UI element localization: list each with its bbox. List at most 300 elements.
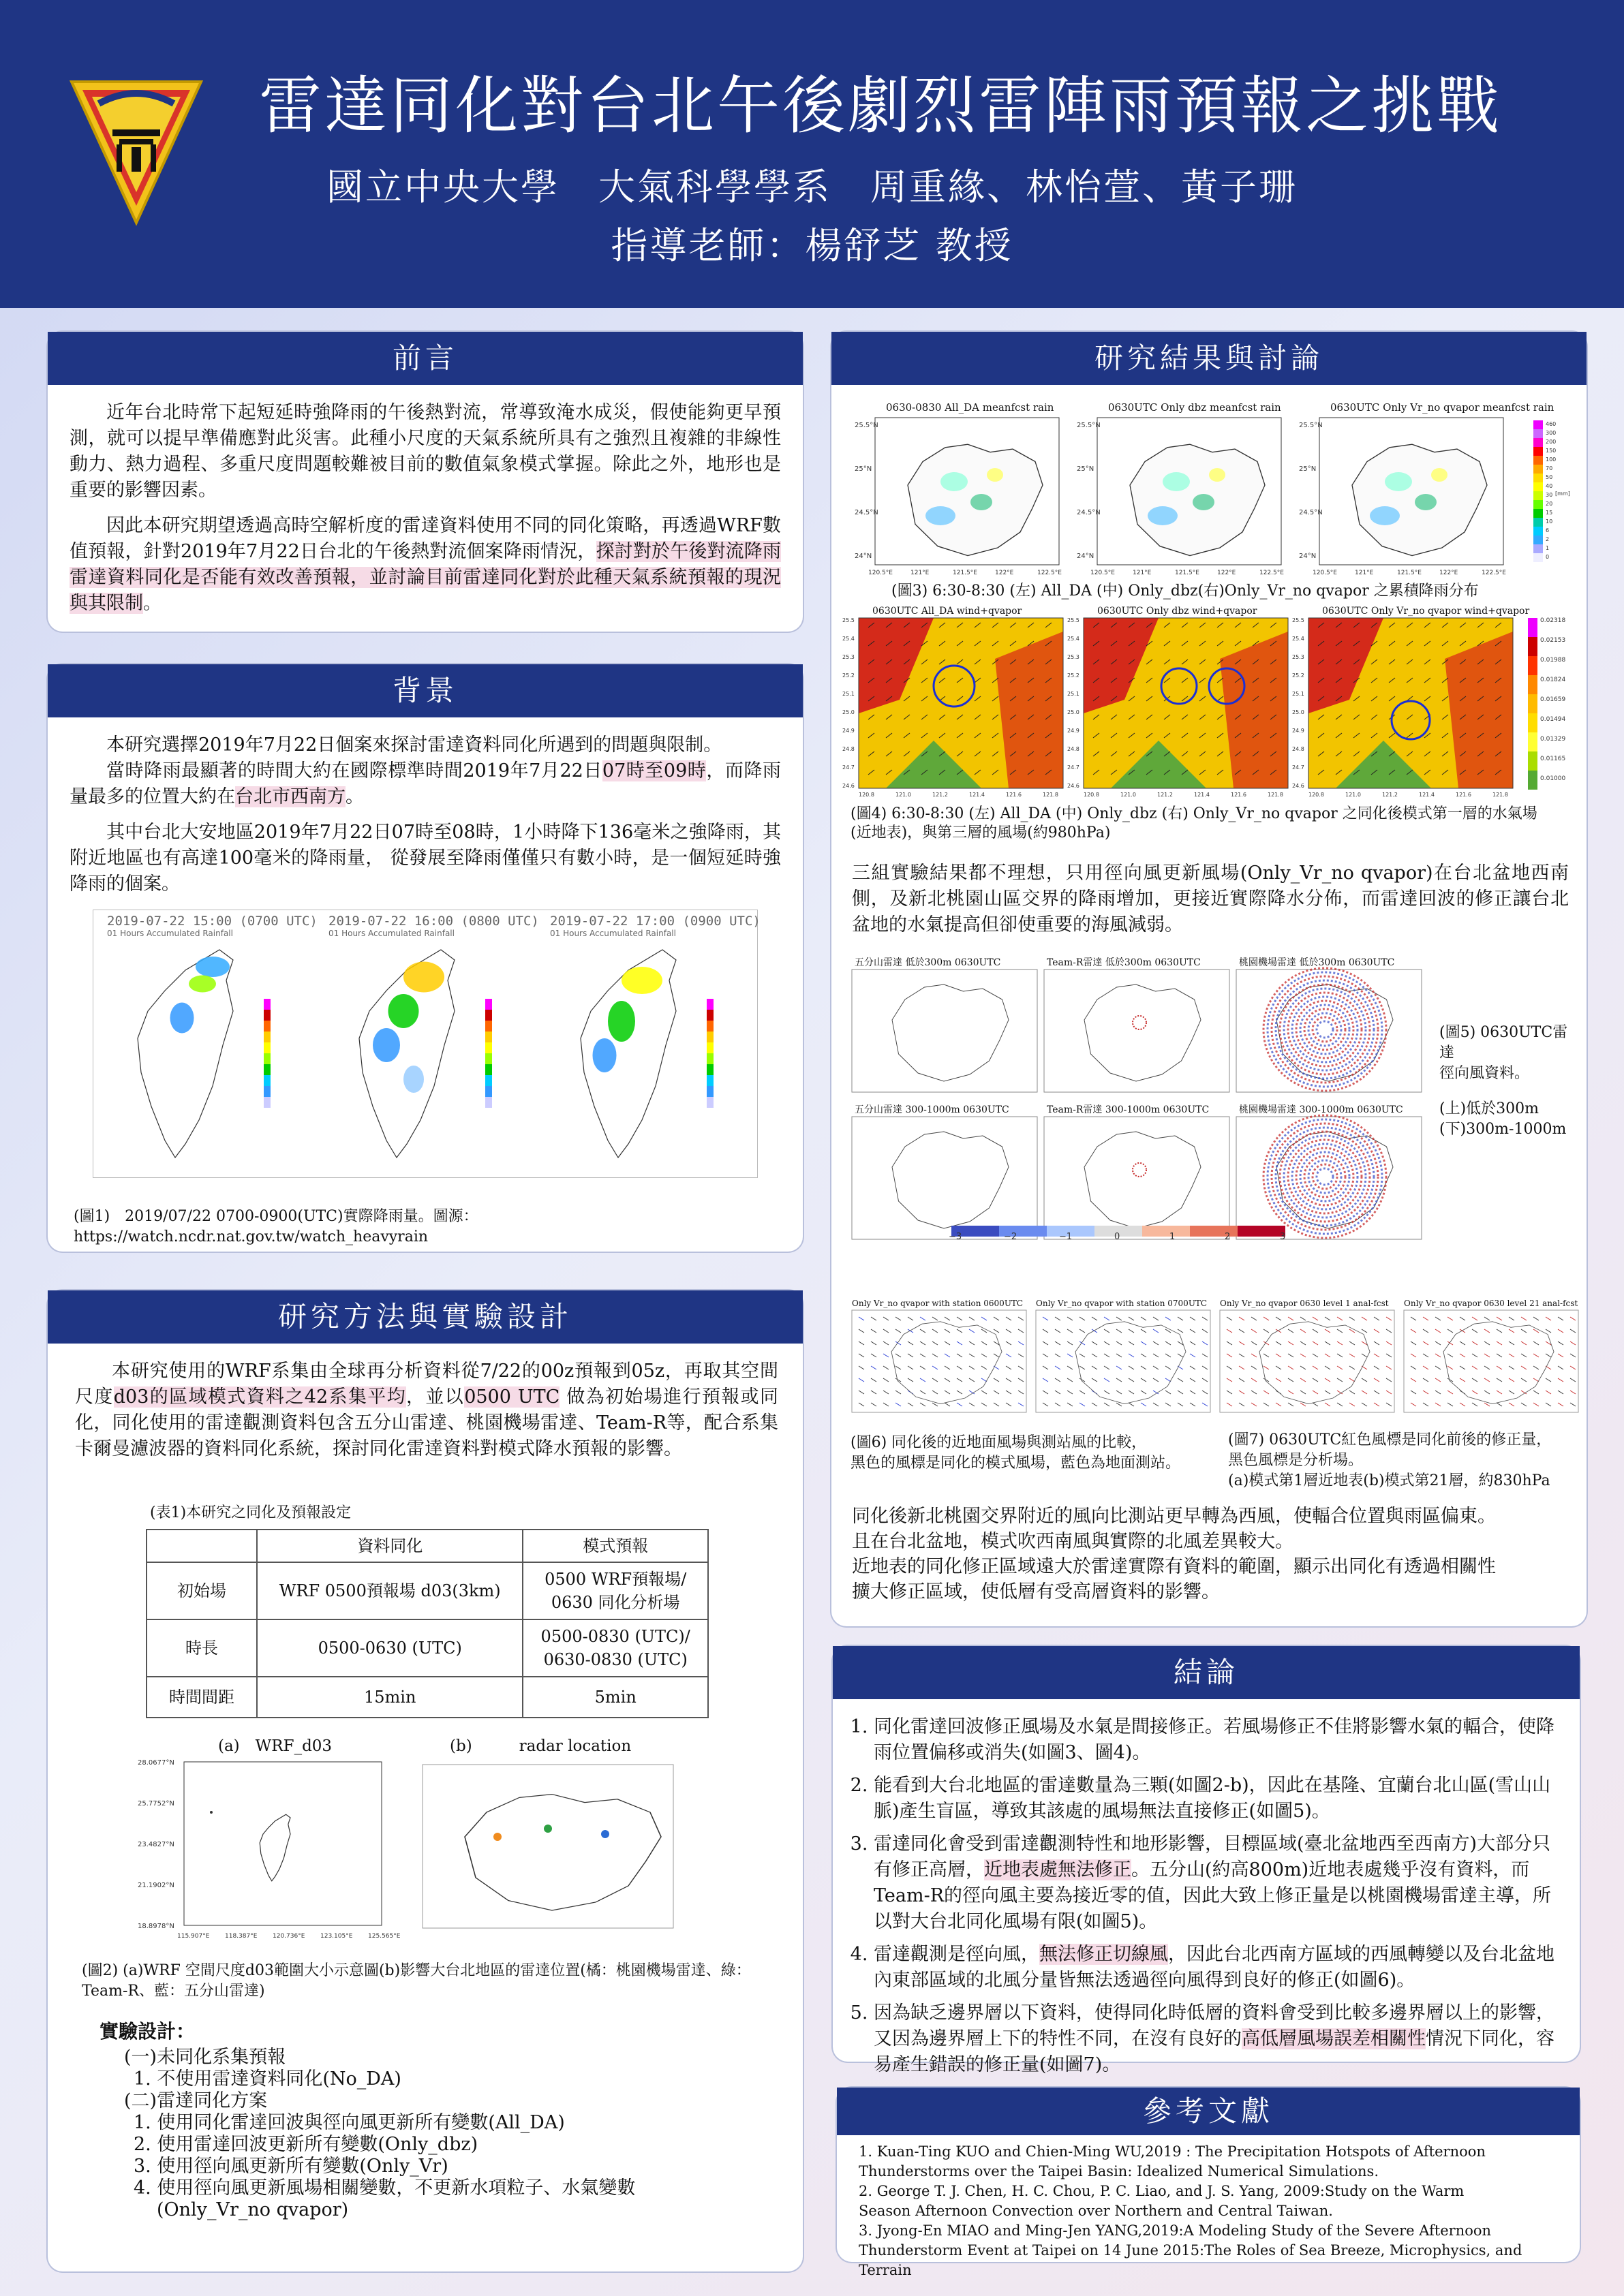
lon-tick: 122.5°E xyxy=(1482,570,1506,576)
lon-tick: 120.8 xyxy=(1308,792,1324,798)
taiwan-map xyxy=(138,950,233,1158)
background-paragraph-1: 本研究選擇2019年7月22日個案來探討雷達資料同化所遇到的問題與限制。 xyxy=(106,734,722,756)
colorbar-tick: 0.02318 xyxy=(1540,617,1566,624)
design-line: (一)未同化系集預報 xyxy=(124,2047,286,2068)
colorbar-tick: 50 xyxy=(1546,474,1553,480)
table-row xyxy=(147,1562,708,1619)
design-line: (Only_Vr_no qvapor) xyxy=(157,2199,349,2220)
design-list xyxy=(124,2047,636,2221)
background-body xyxy=(70,732,781,897)
poster-header xyxy=(0,0,1624,308)
lon-tick: 121.0 xyxy=(1120,792,1136,798)
map-frame xyxy=(1404,1310,1578,1412)
lat-tick: 25.5°N xyxy=(855,422,878,429)
lat-tick: 25.0 xyxy=(842,709,855,715)
colorbar-cell xyxy=(264,1086,271,1097)
colorbar-cell xyxy=(707,1010,714,1021)
colorbar-cell xyxy=(264,1053,271,1064)
colorbar-cell xyxy=(485,1010,492,1021)
intro-paragraph-1: 近年台北時常下起短延時強降雨的午後熱對流，常導致淹水成災，假使能夠更早預測，就可以提早準備應對此災害。此種小尺度的天氣系統所具有之強烈且複雜的非線性動力、熱力過程、多重尺度問題較難被目前的數值氣象模式掌握。除此之外，地形也是重要的影響因素。 xyxy=(70,402,781,501)
colorbar-cell xyxy=(707,1086,714,1097)
conclusion-panel xyxy=(833,1646,1580,2075)
colorbar-tick: 3 xyxy=(1280,1232,1286,1242)
colorbar-cell xyxy=(1533,491,1543,500)
lat-tick: 25.2 xyxy=(842,672,855,679)
lat-tick: 24.7 xyxy=(1067,764,1079,771)
lon-tick: 121.4 xyxy=(969,792,985,798)
colorbar-tick: 0.01329 xyxy=(1540,736,1566,743)
methods-heading: 研究方法與實驗設計 xyxy=(48,1290,803,1344)
colorbar-tick: 0.01988 xyxy=(1540,657,1566,664)
background-paragraph-2: 當時降雨最顯著的時間大約在國際標準時間2019年7月22日07時至09時，而降雨量最多的位置大約在台北市西南方。 xyxy=(70,760,781,807)
colorbar-tick: 0.01165 xyxy=(1540,756,1566,762)
colorbar-cell xyxy=(1142,1226,1190,1237)
lat-tick: 24.7 xyxy=(842,764,855,771)
rain-blob xyxy=(1415,494,1437,510)
conclusion-heading: 結論 xyxy=(833,1646,1580,1699)
lon-tick: 121.8 xyxy=(1268,792,1283,798)
results-paragraph-2: 同化後新北桃園交界附近的風向比測站更早轉為西風，使輻合位置與雨區偏東。 且在台北盆地，模式吹西南風與實際的北風差異較大。 近地表的同化修正區域遠大於雷達實際有資料的範圍，顯示出同化有透過相關性 擴大修正區域，使低層有受高層資料的影響。 xyxy=(852,1506,1496,1602)
intro-paragraph-2: 因此本研究期望透過高時空解析度的雷達資料使用不同的同化策略，再透過WRF數值預報，針對2019年7月22日台北的午後熱對流個案降雨情況，探討對於午後對流降雨雷達資料同化是否能有效改善預報，並討論目前雷達同化對於此種天氣系統預報的現況與其限制。 xyxy=(70,515,781,614)
panel-title: Only Vr_no qvapor 0630 level 21 anal-fcst xyxy=(1404,1299,1578,1308)
lon-tick: 125.565°E xyxy=(368,1933,401,1940)
lon-tick: 115.907°E xyxy=(177,1933,210,1940)
figure-3-rain-maps xyxy=(838,400,1581,576)
intro-highlight: 探討對於午後對流降雨雷達資料同化是否能有效改善預報，並討論目前雷達同化對於此種天氣系統預報的現況與其限制 xyxy=(70,541,781,614)
lon-tick: 121.2 xyxy=(1157,792,1173,798)
lat-tick: 25.0 xyxy=(1067,709,1079,715)
colorbar-cell xyxy=(1533,420,1543,429)
lat-tick: 23.4827°N xyxy=(138,1841,174,1848)
rainfall-panel xyxy=(550,914,761,938)
colorbar-cell xyxy=(264,999,271,1010)
colorbar-tick: 0.01494 xyxy=(1540,716,1566,723)
colorbar-cell xyxy=(1533,536,1543,544)
reference-line: 2. George T. J. Chen, H. C. Chou, P. C. Liao, and J. S. Yang, 2009:Study on the Warm xyxy=(859,2183,1465,2199)
table-header-cell xyxy=(147,1530,257,1562)
lat-tick: 28.0677°N xyxy=(138,1759,174,1767)
lon-tick: 120.5°E xyxy=(868,570,893,576)
lon-tick: 120.8 xyxy=(1084,792,1099,798)
lat-tick: 25.1 xyxy=(1292,691,1304,697)
colorbar-cell xyxy=(264,1021,271,1031)
table-cell: 初始場 xyxy=(147,1562,257,1619)
colorbar-cell xyxy=(485,1075,492,1086)
design-line: 3. 使用徑向風更新所有變數(Only_Vr) xyxy=(134,2156,448,2177)
lon-tick: 120.8 xyxy=(859,792,874,798)
design-line: 1. 使用同化雷達回波與徑向風更新所有變數(All_DA) xyxy=(134,2112,565,2133)
colorbar-tick: 20 xyxy=(1546,501,1553,507)
conclusion-item: 3. 雷達同化會受到雷達觀測特性和地形影響，目標區域(臺北盆地西至西南方)大部分只有修正高層，近地表處無法修正。五分山(約高800m)近地表處幾乎沒有資料，而Team-R的徑向風主要為接近零的值，因此大致上修正量是以桃園機場雷達主導，所以對大台北同化風場有限(如圖5)。 xyxy=(874,1831,1562,1935)
lat-tick: 21.1902°N xyxy=(138,1882,174,1889)
colorbar-tick: 0 xyxy=(1546,554,1550,560)
colorbar-cell xyxy=(1533,456,1543,465)
rain-blob xyxy=(1385,472,1412,491)
colorbar-cell xyxy=(707,1075,714,1086)
conclusion-item: 2. 能看到大台北地區的雷達數量為三顆(如圖2-b)，因此在基隆、宜蘭台北山區(雪山山脈)產生盲區，導致其該處的風場無法直接修正(如圖5)。 xyxy=(874,1773,1562,1825)
lat-tick: 24.5°N xyxy=(855,509,878,516)
references-heading: 參考文獻 xyxy=(837,2088,1580,2135)
rain-blob xyxy=(940,472,968,491)
reference-line: 1. Kuan-Ting KUO and Chien-Ming WU,2019 : The Precipitation Hotspots of Afternoon xyxy=(859,2143,1486,2160)
figure-6-7-wind-barbs xyxy=(838,1297,1581,1419)
background-heading: 背景 xyxy=(48,664,803,717)
rain-blob xyxy=(1193,494,1214,510)
colorbar-cell xyxy=(707,1064,714,1075)
setup-table xyxy=(146,1529,709,1718)
lon-tick: 123.105°E xyxy=(320,1933,353,1940)
colorbar-cell xyxy=(1533,544,1543,553)
colorbar-cell xyxy=(1533,482,1543,491)
rainfall-panel xyxy=(328,914,539,938)
figure-5-radial-wind xyxy=(838,955,1581,1241)
colorbar-tick: 30 xyxy=(1546,492,1553,498)
colorbar-cell xyxy=(485,1097,492,1108)
colorbar-cell xyxy=(707,1097,714,1108)
colorbar-tick: 0.02153 xyxy=(1540,637,1566,644)
figure-2a-label: (a) WRF_d03 xyxy=(218,1737,333,1755)
colorbar-tick: 1 xyxy=(1546,545,1550,551)
lat-tick: 18.8978°N xyxy=(138,1923,174,1930)
colorbar-tick: 460 xyxy=(1546,421,1557,427)
lat-tick: 24.8 xyxy=(1067,746,1079,752)
panel-date: 2019-07-22 16:00 (0800 UTC) xyxy=(328,914,539,929)
colorbar-cell xyxy=(264,1010,271,1021)
colorbar-tick: −3 xyxy=(949,1232,962,1242)
lon-tick: 121.8 xyxy=(1492,792,1508,798)
table-row xyxy=(147,1619,708,1677)
lat-tick: 24.8 xyxy=(1292,746,1304,752)
figure-5-side-caption: (圖5) 0630UTC雷達 徑向風資料。 (上)低於300m (下)300m-1000m xyxy=(1439,1024,1568,1138)
intro-body xyxy=(70,400,781,617)
colorbar-cell xyxy=(485,1021,492,1031)
panel-title: Team-R雷達 300-1000m 0630UTC xyxy=(1047,1104,1210,1115)
rain-blob xyxy=(925,506,955,525)
lat-tick: 24.9 xyxy=(1067,728,1079,734)
conclusion-body xyxy=(846,1714,1562,2085)
colorbar-cell xyxy=(1528,637,1537,656)
methods-panel xyxy=(48,1290,803,2271)
panel-title: Only Vr_no qvapor with station 0700UTC xyxy=(1036,1299,1208,1308)
figure-7-caption: (圖7) 0630UTC紅色風標是同化前後的修正量， 黑色風標是分析場。 (a)模式第1層近地表(b)模式第21層，約830hPa xyxy=(1228,1431,1552,1489)
lon-tick: 122°E xyxy=(995,570,1014,576)
lat-tick: 24.6 xyxy=(1067,783,1079,789)
lon-tick: 121.4 xyxy=(1194,792,1210,798)
colorbar-cell xyxy=(1528,656,1537,675)
colorbar-cell xyxy=(485,1064,492,1075)
table-cell: WRF 0500預報場 d03(3km) xyxy=(257,1562,523,1619)
lon-tick: 121°E xyxy=(910,570,930,576)
lon-tick: 121.6 xyxy=(1006,792,1022,798)
panel-date: 2019-07-22 15:00 (0700 UTC) xyxy=(107,914,318,929)
lon-tick: 121.5°E xyxy=(1397,570,1422,576)
lat-tick: 24.5°N xyxy=(1299,509,1323,516)
reference-line: Thunderstorm Event at Taipei on 14 June 2015:The Roles of Sea Breeze, Microphysics, and Terrain xyxy=(859,2242,1522,2278)
colorbar-tick: 300 xyxy=(1546,430,1557,436)
panel-title: 五分山雷達 低於300m 0630UTC xyxy=(855,957,1001,968)
colorbar-cell xyxy=(1528,732,1537,751)
lat-tick: 24.9 xyxy=(1292,728,1304,734)
lat-tick: 25.4 xyxy=(1292,636,1304,642)
table-cell: 5min xyxy=(523,1677,708,1718)
lat-tick: 24.6 xyxy=(1292,783,1304,789)
lon-tick: 121.6 xyxy=(1456,792,1471,798)
panel-title: 0630UTC Only Vr_no qvapor meanfcst rain xyxy=(1330,401,1554,414)
panel-title: 0630UTC Only Vr_no qvapor wind+qvapor xyxy=(1322,606,1530,617)
references-list xyxy=(859,2142,1567,2280)
lon-tick: 121.6 xyxy=(1231,792,1246,798)
lat-tick: 25.2 xyxy=(1067,672,1079,679)
table-cell: 時間間距 xyxy=(147,1677,257,1718)
lon-tick: 120.5°E xyxy=(1090,570,1115,576)
lat-tick: 24°N xyxy=(855,553,872,560)
table-header-cell: 模式預報 xyxy=(523,1530,708,1562)
lon-tick: 121°E xyxy=(1133,570,1152,576)
reference-line: Thunderstorms over the Taipei Basin: Idealized Numerical Simulations. xyxy=(859,2163,1379,2179)
wufenshan-radar-marker xyxy=(601,1830,609,1838)
colorbar-cell xyxy=(707,1031,714,1042)
colorbar-cell xyxy=(1528,618,1537,637)
lat-tick: 25.5°N xyxy=(1077,422,1101,429)
lon-tick: 120.736°E xyxy=(273,1933,305,1940)
colorbar-unit: [mm] xyxy=(1555,491,1570,497)
results-heading: 研究結果與討論 xyxy=(831,332,1587,385)
table-cell: 0500 WRF預報場/ 0630 同化分析場 xyxy=(523,1562,708,1619)
colorbar-cell xyxy=(707,1021,714,1031)
panel-date: 2019-07-22 17:00 (0900 UTC) xyxy=(550,914,761,929)
lat-tick: 25°N xyxy=(1077,465,1094,473)
table-header-cell: 資料同化 xyxy=(257,1530,523,1562)
colorbar-tick: 2 xyxy=(1546,536,1550,542)
rain-blob xyxy=(970,494,992,510)
poster-authors: 國立中央大學 大氣科學學系 周重緣、林怡萱、黃子珊 xyxy=(326,166,1298,208)
lon-tick: 121.5°E xyxy=(1175,570,1199,576)
lon-tick: 121.2 xyxy=(1382,792,1398,798)
lon-tick: 122.5°E xyxy=(1037,570,1062,576)
rain-blob xyxy=(1370,506,1400,525)
colorbar-cell xyxy=(1238,1226,1285,1237)
lat-tick: 25.5 xyxy=(1067,617,1079,623)
colorbar-cell xyxy=(707,1042,714,1053)
figure-3-caption: (圖3) 6:30-8:30 (左) All_DA (中) Only_dbz(右)Only_Vr_no qvapor 之累積降雨分布 xyxy=(891,583,1479,600)
table-cell: 0500-0630 (UTC) xyxy=(257,1619,523,1677)
reference-line: 3. Jyong-En MIAO and Ming-Jen YANG,2019:A Modeling Study of the Severe Afternoon xyxy=(859,2222,1492,2239)
table-cell: 時長 xyxy=(147,1619,257,1677)
rain-blob xyxy=(987,468,1003,482)
colorbar-tick: 0.01824 xyxy=(1540,677,1566,683)
background-paragraph-3: 其中台北大安地區2019年7月22日07時至08時，1小時降下136毫米之強降雨，其附近地區也有高達100毫米的降雨量， 從發展至降雨僅僅只有數小時，是一個短延時強降雨的個案。 xyxy=(70,822,781,895)
colorbar-cell xyxy=(1533,509,1543,518)
design-line: 4. 使用徑向風更新風場相關變數，不更新水項粒子、水氣變數 xyxy=(134,2177,636,2199)
methods-body xyxy=(75,1359,778,1462)
table-row xyxy=(147,1677,708,1718)
figure-2b-radar-map xyxy=(423,1760,675,1931)
lat-tick: 25.3 xyxy=(1292,654,1304,660)
lat-tick: 24.6 xyxy=(842,783,855,789)
lon-tick: 120.5°E xyxy=(1313,570,1337,576)
colorbar-cell xyxy=(1528,694,1537,713)
colorbar-tick: 1 xyxy=(1169,1232,1176,1242)
panel-title: 桃園機場雷達 低於300m 0630UTC xyxy=(1239,957,1395,968)
taiwan-map xyxy=(359,950,455,1158)
lon-tick: 121.4 xyxy=(1419,792,1435,798)
methods-paragraph: 本研究使用的WRF系集由全球再分析資料從7/22的00z預報到05z，再取其空間尺度d03的區域模式資料之42系集平均，並以0500 UTC 做為初始場進行預報或同化，同化使用的雷達觀測資料包含五分山雷達、桃園機場雷達、Team-R等，配合系集卡爾曼濾波器的資料同化系統，探討同化雷達資料對模式降水預報的影響。 xyxy=(75,1361,779,1459)
colorbar-cell xyxy=(264,1097,271,1108)
colorbar-cell xyxy=(1533,438,1543,447)
design-title: 實驗設計： xyxy=(99,2020,196,2043)
lat-tick: 25.7752°N xyxy=(138,1800,174,1808)
lat-tick: 25.4 xyxy=(1067,636,1079,642)
figure-2-caption: (圖2) (a)WRF 空間尺度d03範圍大小示意圖(b)影響大台北地區的雷達位置(橘：桃園機場雷達、綠：Team-R、藍：五分山雷達) xyxy=(82,1962,751,2000)
figure-2b-label: (b) radar location xyxy=(450,1737,632,1755)
results-paragraph-1: 三組實驗結果都不理想，只用徑向風更新風場(Only_Vr_no qvapor)在台北盆地西南側，及新北桃園山區交界的降雨增加，更接近實際降水分佈，而雷達回波的修正讓台北盆地的水氣提高但卻使重要的海風減弱。 xyxy=(852,863,1569,935)
panel-title: Only Vr_no qvapor 0630 level 1 anal-fcst xyxy=(1220,1299,1389,1308)
design-line: 2. 使用雷達回波更新所有變數(Only_dbz) xyxy=(134,2134,478,2155)
colorbar-cell xyxy=(1533,474,1543,482)
colorbar-tick: 10 xyxy=(1546,518,1553,525)
poster-title: 雷達同化對台北午後劇烈雷陣雨預報之挑戰 xyxy=(259,69,1503,142)
colorbar-cell xyxy=(707,1053,714,1064)
rainfall-panel xyxy=(107,914,318,938)
poster-advisor: 指導老師：楊舒芝 教授 xyxy=(611,224,1013,267)
lat-tick: 25.2 xyxy=(1292,672,1304,679)
colorbar-cell xyxy=(1533,518,1543,527)
lon-tick: 121.5°E xyxy=(953,570,977,576)
figure-6-caption: (圖6) 同化後的近地面風場與測站風的比較， 黑色的風標是同化的模式風場，藍色為地面測站。 xyxy=(851,1434,1181,1472)
lon-tick: 121°E xyxy=(1355,570,1374,576)
lat-tick: 25.5 xyxy=(842,617,855,623)
table-cell: 15min xyxy=(257,1677,523,1718)
lon-tick: 122°E xyxy=(1217,570,1236,576)
rain-blob xyxy=(1431,468,1447,482)
conclusion-item: 4. 雷達觀測是徑向風，無法修正切線風，因此台北西南方區域的西風轉變以及台北盆地內東部區域的北風分量皆無法透過徑向風得到良好的修正(如圖6)。 xyxy=(874,1942,1562,1994)
colorbar-cell xyxy=(1190,1226,1238,1237)
colorbar-cell xyxy=(485,1086,492,1097)
colorbar-tick: −2 xyxy=(1004,1232,1017,1242)
lat-tick: 25.4 xyxy=(842,636,855,642)
rain-blob xyxy=(1148,506,1178,525)
rain-blob xyxy=(1209,468,1225,482)
intro-panel xyxy=(48,332,803,632)
lat-tick: 24.5°N xyxy=(1077,509,1101,516)
figure-4-qvapor-maps xyxy=(838,604,1581,802)
colorbar-cell xyxy=(264,1075,271,1086)
conclusion-item: 1. 同化雷達回波修正風場及水氣是間接修正。若風場修正不佳將影響水氣的輻合，使降雨位置偏移或消失(如圖3、圖4)。 xyxy=(874,1714,1562,1766)
panel-subtitle: 01 Hours Accumulated Rainfall xyxy=(107,929,233,938)
design-line: 1. 不使用雷達資料同化(No_DA) xyxy=(134,2068,401,2090)
colorbar-cell xyxy=(485,1053,492,1064)
map-frame xyxy=(852,969,1037,1092)
colorbar-tick: 0.01000 xyxy=(1540,775,1566,782)
colorbar-cell xyxy=(264,1042,271,1053)
colorbar-cell xyxy=(707,999,714,1010)
map-frame xyxy=(1220,1310,1394,1412)
colorbar-cell xyxy=(1528,713,1537,732)
map-frame xyxy=(1044,969,1229,1092)
lon-tick: 121.2 xyxy=(932,792,948,798)
colorbar-tick: 2 xyxy=(1225,1232,1231,1242)
colorbar-cell xyxy=(1533,447,1543,456)
lon-tick: 121.0 xyxy=(1345,792,1361,798)
colorbar-cell xyxy=(264,1031,271,1042)
colorbar-tick: 6 xyxy=(1546,527,1550,533)
panel-title: 0630-0830 All_DA meanfcst rain xyxy=(886,401,1054,414)
lat-tick: 25.3 xyxy=(1067,654,1079,660)
panel-title: 桃園機場雷達 300-1000m 0630UTC xyxy=(1239,1104,1403,1115)
background-panel xyxy=(48,664,803,1252)
references-panel xyxy=(837,2088,1580,2278)
lat-tick: 24°N xyxy=(1077,553,1094,560)
map-frame xyxy=(852,1117,1037,1239)
lat-tick: 25.5°N xyxy=(1299,422,1323,429)
lat-tick: 25.0 xyxy=(1292,709,1304,715)
lon-tick: 121.8 xyxy=(1043,792,1058,798)
colorbar-cell xyxy=(1533,553,1543,562)
colorbar-cell xyxy=(1528,771,1537,790)
lat-tick: 24.8 xyxy=(842,746,855,752)
colorbar-cell xyxy=(1533,527,1543,536)
lat-tick: 25.3 xyxy=(842,654,855,660)
figure-1-rainfall-maps xyxy=(93,910,761,1178)
map-frame xyxy=(1036,1310,1210,1412)
lat-tick: 24°N xyxy=(1299,553,1317,560)
colorbar-tick: 0 xyxy=(1114,1232,1120,1242)
team-r-radar-marker xyxy=(544,1825,552,1833)
table-1-caption: (表1)本研究之同化及預報設定 xyxy=(150,1504,352,1521)
panel-title: 五分山雷達 300-1000m 0630UTC xyxy=(855,1104,1009,1115)
colorbar-cell xyxy=(485,999,492,1010)
colorbar-cell xyxy=(1533,500,1543,509)
panel-title: 0630UTC Only dbz wind+qvapor xyxy=(1097,606,1257,617)
figure-2a-domain-map xyxy=(136,1758,401,1942)
rain-blob xyxy=(1163,472,1190,491)
island-dot xyxy=(210,1811,213,1814)
map-frame xyxy=(1044,1117,1229,1239)
figure-4-caption: (圖4) 6:30-8:30 (左) All_DA (中) Only_dbz (右) Only_Vr_no qvapor 之同化後模式第一層的水氣場 (近地表)，與第三層的風場(約980hPa) xyxy=(851,805,1537,841)
colorbar-tick: 100 xyxy=(1546,456,1557,463)
table-header-row xyxy=(147,1530,708,1562)
panel-title: Only Vr_no qvapor with station 0600UTC xyxy=(852,1299,1024,1308)
panel-subtitle: 01 Hours Accumulated Rainfall xyxy=(328,929,455,938)
intro-heading: 前言 xyxy=(48,332,803,385)
lat-tick: 24.7 xyxy=(1292,764,1304,771)
map-frame xyxy=(852,1310,1026,1412)
figure-1-caption: (圖1) 2019/07/22 0700-0900(UTC)實際降雨量。圖源：https://watch.ncdr.nat.gov.tw/watch_heavyrain xyxy=(74,1208,478,1245)
lon-tick: 121.0 xyxy=(895,792,911,798)
colorbar-tick: 40 xyxy=(1546,483,1553,489)
colorbar-cell xyxy=(485,1042,492,1053)
taoyuan-radar-marker xyxy=(493,1833,502,1841)
colorbar-cell xyxy=(1528,751,1537,771)
panel-title: 0630UTC Only dbz meanfcst rain xyxy=(1108,401,1281,414)
colorbar-tick: 150 xyxy=(1546,448,1557,454)
colorbar-cell xyxy=(1533,429,1543,438)
lat-tick: 25°N xyxy=(1299,465,1317,473)
colorbar-tick: 0.01659 xyxy=(1540,696,1566,703)
colorbar-tick: 200 xyxy=(1546,439,1557,445)
lon-tick: 118.387°E xyxy=(225,1933,258,1940)
taiwan-map xyxy=(581,950,676,1158)
colorbar-tick: −1 xyxy=(1059,1232,1073,1242)
lon-tick: 122.5°E xyxy=(1259,570,1284,576)
colorbar-cell xyxy=(1528,675,1537,694)
lat-tick: 25.5 xyxy=(1292,617,1304,623)
colorbar-cell xyxy=(485,1031,492,1042)
colorbar-tick: 70 xyxy=(1546,465,1553,471)
lat-tick: 25.1 xyxy=(842,691,855,697)
design-line: (二)雷達同化方案 xyxy=(124,2090,268,2111)
lat-tick: 25.1 xyxy=(1067,691,1079,697)
